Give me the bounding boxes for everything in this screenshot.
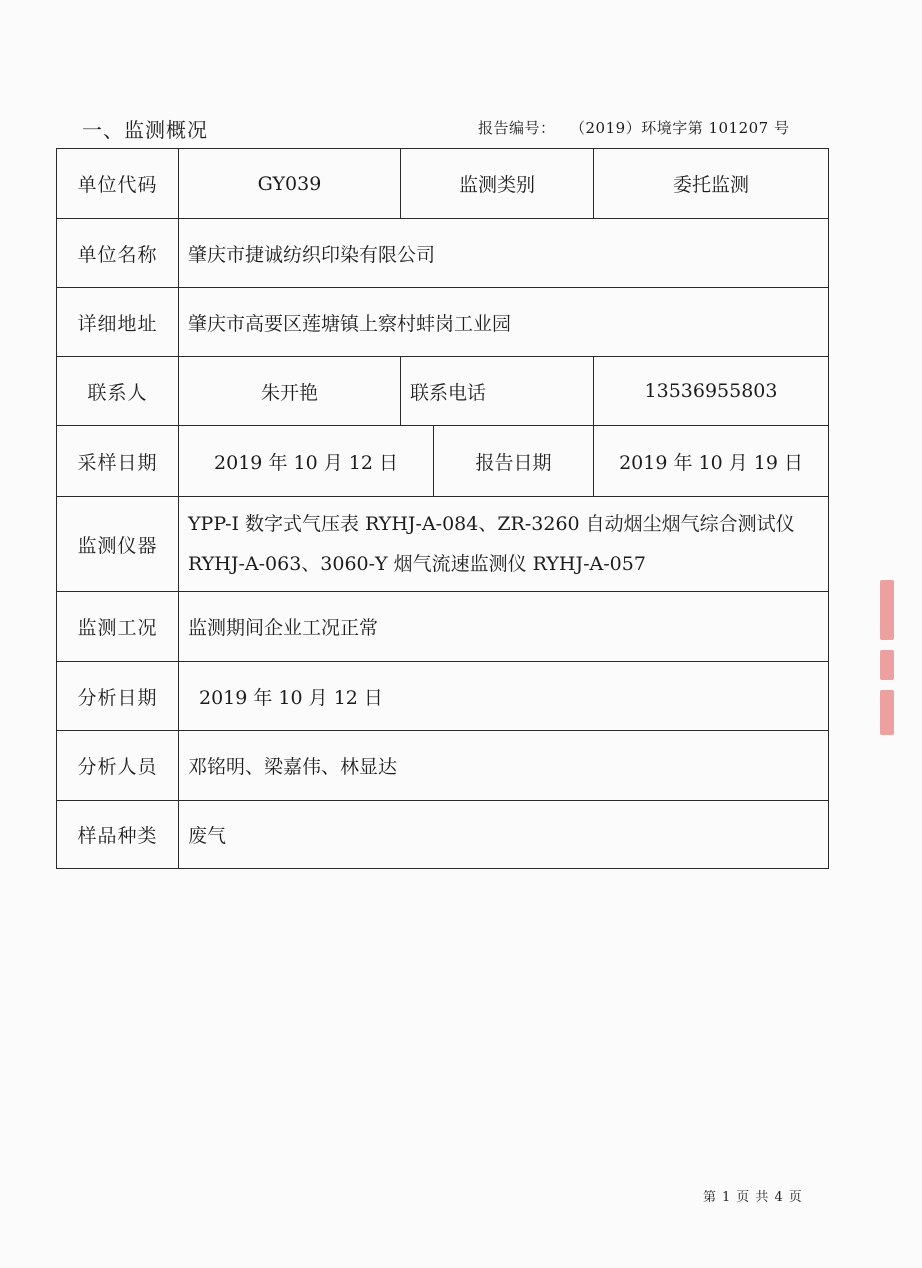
analysis-date-label: 分析日期	[57, 662, 179, 731]
monitor-type-value: 委托监测	[594, 149, 829, 219]
table-row	[57, 592, 829, 662]
monitoring-info-table	[56, 148, 829, 869]
address-value: 肇庆市高要区莲塘镇上察村蚌岗工业园	[179, 288, 829, 357]
table-row	[57, 219, 829, 288]
report-number-value: （2019）环境字第 101207 号	[577, 119, 790, 137]
table-row	[57, 731, 829, 801]
address-label: 详细地址	[57, 288, 179, 357]
sample-type-value: 废气	[179, 801, 829, 869]
sample-type-label: 样品种类	[57, 801, 179, 869]
seal-fragment	[880, 580, 894, 640]
table-row	[57, 801, 829, 869]
table-row	[57, 149, 829, 219]
unit-code-value: GY039	[179, 149, 401, 219]
report-date-label: 报告日期	[434, 426, 594, 497]
page-total: 4	[774, 1190, 784, 1205]
phone-label: 联系电话	[401, 357, 594, 426]
page-prefix: 第	[703, 1190, 718, 1205]
section-title: 一、监测概况	[82, 118, 208, 142]
phone-value: 13536955803	[594, 357, 829, 426]
unit-name-label: 单位名称	[57, 219, 179, 288]
instrument-label: 监测仪器	[57, 497, 179, 592]
sample-date-label: 采样日期	[57, 426, 179, 497]
unit-code-label: 单位代码	[57, 149, 179, 219]
table-row	[57, 497, 829, 592]
page-footer	[703, 1186, 803, 1205]
seal-fragment	[880, 690, 894, 735]
contact-value: 朱开艳	[179, 357, 401, 426]
seal-fragment	[880, 650, 894, 680]
condition-label: 监测工况	[57, 592, 179, 662]
condition-value: 监测期间企业工况正常	[179, 592, 829, 662]
unit-name-value: 肇庆市捷诚纺织印染有限公司	[179, 219, 829, 288]
analyst-label: 分析人员	[57, 731, 179, 801]
page-suffix: 页	[788, 1190, 803, 1205]
page-mid: 页 共	[736, 1190, 770, 1205]
report-number-label: 报告编号：	[478, 119, 556, 137]
contact-label: 联系人	[57, 357, 179, 426]
table-row	[57, 357, 829, 426]
monitor-type-label: 监测类别	[401, 149, 594, 219]
analysis-date-value: 2019 年 10 月 12 日	[179, 662, 829, 731]
page-current: 1	[722, 1190, 732, 1205]
table-row	[57, 426, 829, 497]
analyst-value: 邓铭明、梁嘉伟、林显达	[179, 731, 829, 801]
report-date-value: 2019 年 10 月 19 日	[594, 426, 829, 497]
report-number	[478, 117, 790, 138]
table-row	[57, 662, 829, 731]
sample-date-value: 2019 年 10 月 12 日	[179, 426, 434, 497]
table-row	[57, 288, 829, 357]
instrument-value: YPP-I 数字式气压表 RYHJ-A-084、ZR-3260 自动烟尘烟气综合测试仪 RYHJ-A-063、3060-Y 烟气流速监测仪 RYHJ-A-057	[179, 497, 829, 592]
